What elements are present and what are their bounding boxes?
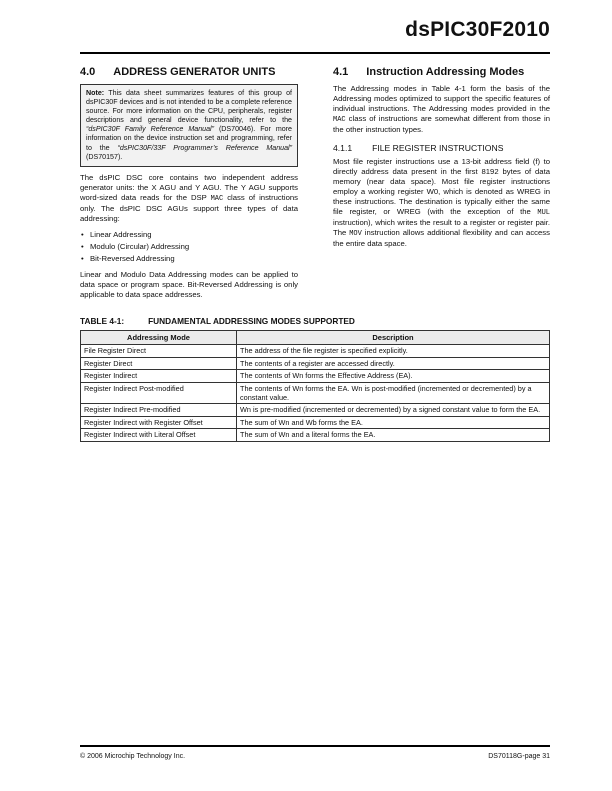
- table-row: [81, 429, 550, 441]
- table-cell-mode: Register Indirect Post-modified: [81, 382, 237, 404]
- table-cell-mode: File Register Direct: [81, 345, 237, 357]
- section-heading: [80, 66, 298, 78]
- section-title: ADDRESS GENERATOR UNITS: [113, 66, 276, 78]
- note-label: Note:: [86, 89, 105, 97]
- table-cell-description: The address of the file register is specified explicitly.: [237, 345, 550, 357]
- file-register-text-b: instruction), which writes the result to a register or register pair. The: [333, 218, 550, 237]
- table-row: [81, 370, 550, 382]
- page-header-title: dsPIC30F2010: [405, 18, 550, 41]
- section-number: 4.0: [80, 66, 96, 78]
- note-ref-family-manual: “dsPIC30F Family Reference Manual”: [86, 125, 214, 134]
- footer-page-number: DS70118G-page 31: [488, 753, 550, 760]
- table-caption-number: TABLE 4-1:: [80, 316, 125, 326]
- footer-rule: [80, 745, 550, 747]
- file-register-text-c: instruction allows additional flexibility and can access the entire data space.: [333, 228, 550, 248]
- addressing-modes-code: MAC: [333, 116, 346, 124]
- table-cell-description: The contents of a register are accessed directly.: [237, 357, 550, 369]
- table-row: [81, 416, 550, 428]
- table-header-cell: Addressing Mode: [81, 331, 237, 345]
- note-text-1: This data sheet summarizes features of this group of dsPIC30F devices and is not intended to be a complete reference source. For more information on the CPU, peripherals, register descriptions and general device functionality, refer to the: [86, 89, 292, 125]
- table-header-row: [81, 331, 550, 345]
- agu-intro-text-b: class of instructions only. The dsPIC DSC AGUs support three types of data addressing:: [80, 192, 298, 223]
- note-text-2: (DS70046). For more information on the device instruction set and programming, refer to the: [86, 125, 292, 152]
- table-cell-mode: Register Indirect with Register Offset: [81, 416, 237, 428]
- addressing-modes-text-a: The Addressing modes in Table 4-1 form the basis of the Addressing modes optimized to support the specific features of individual instructions. The Addressing modes provided in the: [333, 84, 550, 113]
- table-cell-description: Wn is pre-modified (incremented or decremented) by a signed constant value to form the EA.: [237, 404, 550, 416]
- left-column: [80, 66, 298, 305]
- subsubsection-title: FILE REGISTER INSTRUCTIONS: [372, 143, 504, 153]
- agu-intro-paragraph: [80, 173, 298, 224]
- subsubsection-heading: [333, 143, 550, 153]
- agu-intro-code: MAC: [210, 194, 224, 203]
- table-row: [81, 404, 550, 416]
- file-register-paragraph: [333, 157, 550, 249]
- table-row: [81, 345, 550, 357]
- list-item: • Bit-Reversed Addressing: [80, 253, 298, 265]
- table-cell-description: The sum of Wn and Wb forms the EA.: [237, 416, 550, 428]
- addressing-types-list: [80, 229, 298, 265]
- table-caption: [80, 316, 550, 326]
- table-cell-mode: Register Indirect Pre-modified: [81, 404, 237, 416]
- note-box: [80, 84, 298, 167]
- subsubsection-number: 4.1.1: [333, 143, 353, 153]
- table-cell-description: The sum of Wn and a literal forms the EA.: [237, 429, 550, 441]
- note-ref-programmer-manual: “dsPIC30F/33F Programmer’s Reference Manual”: [117, 143, 292, 152]
- table-cell-mode: Register Indirect with Literal Offset: [81, 429, 237, 441]
- addressing-applicability-paragraph: Linear and Modulo Data Addressing modes can be applied to data space or program space. Bit-Reversed Addressing is only applicable to data space addresses.: [80, 269, 298, 299]
- table-header-cell: Description: [237, 331, 550, 345]
- subsection-heading: [333, 66, 550, 78]
- table-row: [81, 357, 550, 369]
- note-text-3: (DS70157).: [86, 152, 123, 161]
- table-cell-description: The contents of Wn forms the EA. Wn is post-modified (incremented or decremented) by a constant value.: [237, 382, 550, 404]
- list-item: • Linear Addressing: [80, 229, 298, 241]
- file-register-text-a: Most file register instructions use a 13-bit address field (f) to directly address data present in the first 8192 bytes of data memory (near data space). Most file register instructions employ a working register W0, which is denoted as WREG in these instructions. The destination is typically either the same file register, or WREG (with the exception of the: [333, 157, 550, 216]
- addressing-modes-paragraph: [333, 84, 550, 135]
- table-caption-title: FUNDAMENTAL ADDRESSING MODES SUPPORTED: [148, 316, 355, 326]
- subsection-number: 4.1: [333, 66, 349, 78]
- table-cell-mode: Register Direct: [81, 357, 237, 369]
- file-register-code-mov: MOV: [349, 230, 362, 238]
- agu-intro-text-a: The dsPIC DSC core contains two independent address generator units: the X AGU and Y AGU. The Y AGU supports word-sized data reads for the DSP: [80, 172, 298, 202]
- addressing-modes-table: [80, 330, 550, 442]
- footer-copyright: © 2006 Microchip Technology Inc.: [80, 753, 186, 760]
- table-cell-mode: Register Indirect: [81, 370, 237, 382]
- list-item: • Modulo (Circular) Addressing: [80, 241, 298, 253]
- file-register-code-mul: MUL: [537, 209, 550, 217]
- right-column: [333, 66, 550, 254]
- table-row: [81, 382, 550, 404]
- header-rule: [80, 52, 550, 54]
- subsection-title: Instruction Addressing Modes: [366, 66, 525, 78]
- addressing-modes-text-b: class of instructions are somewhat different from those in the other instruction types.: [333, 114, 550, 134]
- table-cell-description: The contents of Wn forms the Effective Address (EA).: [237, 370, 550, 382]
